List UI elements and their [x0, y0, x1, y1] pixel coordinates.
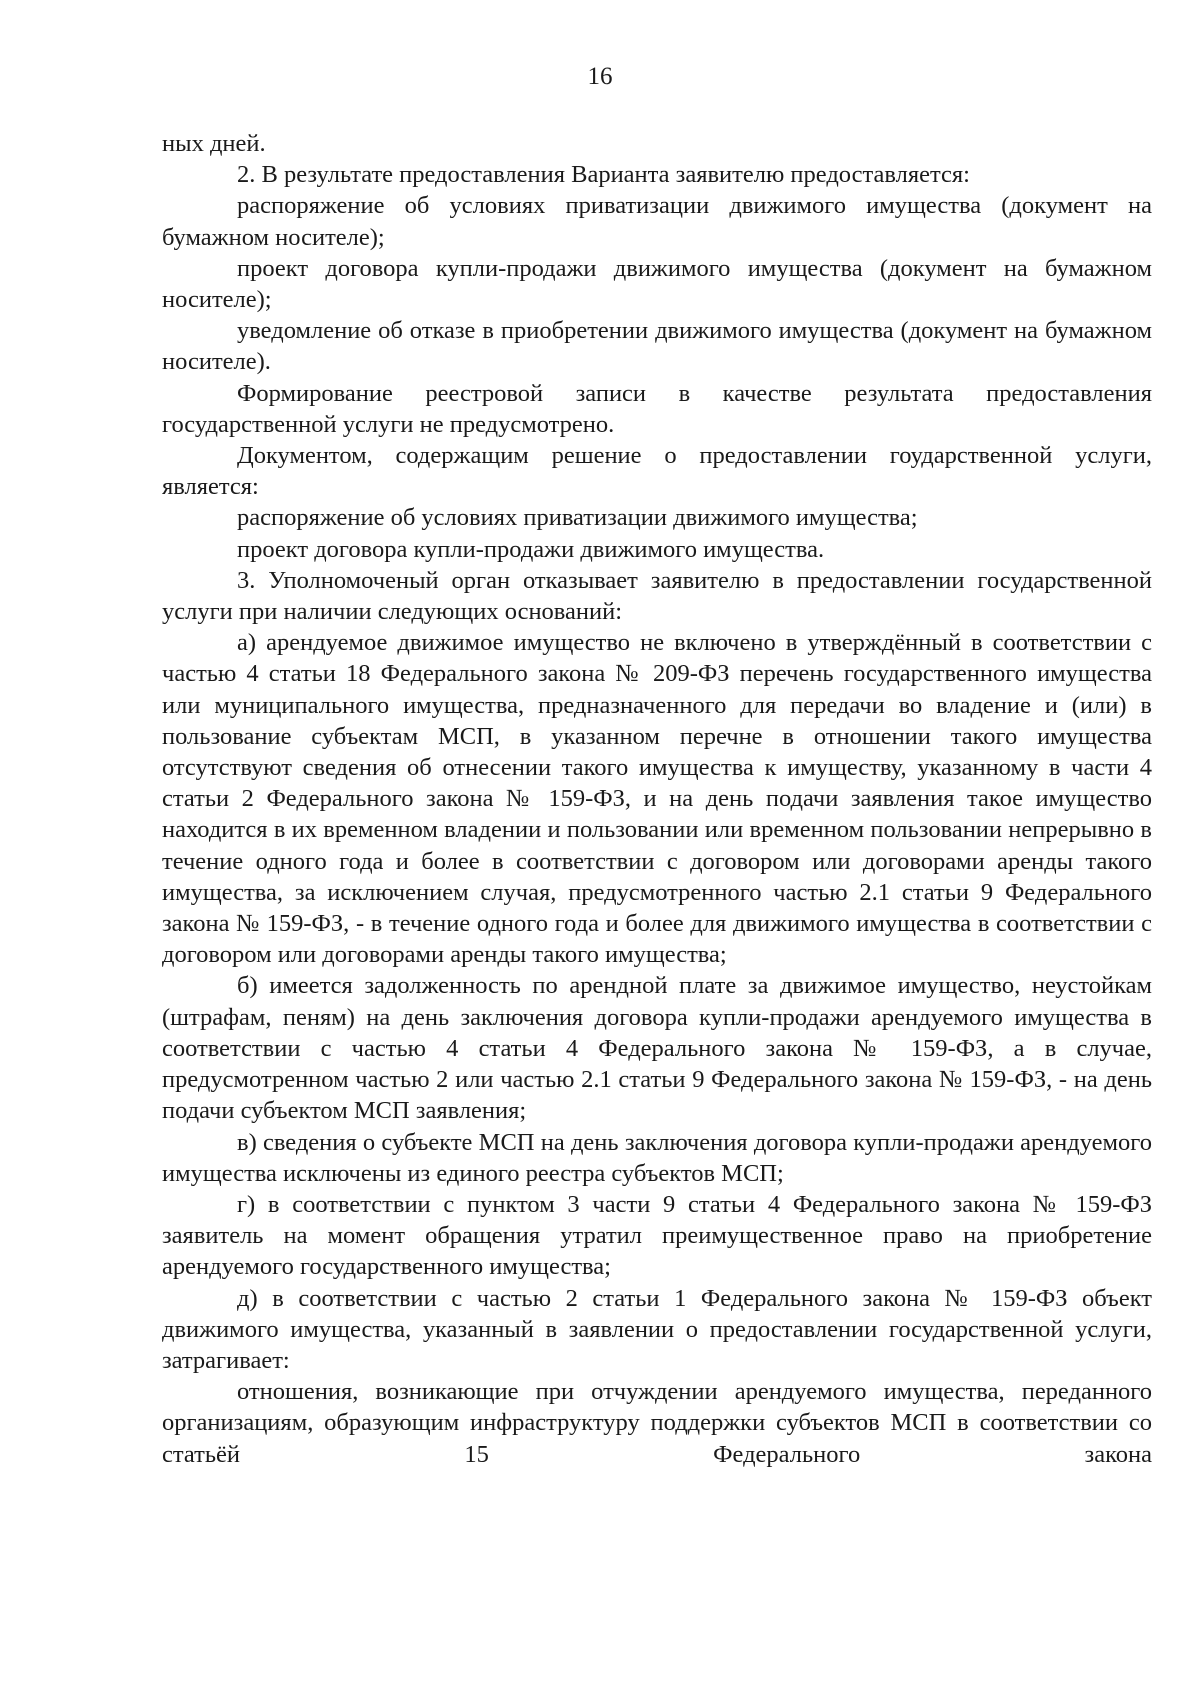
paragraph: 2. В результате предоставления Варианта заявителю предоставляется: [237, 161, 970, 189]
paragraph: ных дней. [162, 130, 266, 157]
page-number: 16 [587, 63, 613, 90]
paragraph: Документом, содержащим решение о предоставлении гоударственной услуги, является: [162, 442, 1152, 501]
paragraph: а) арендуемое движимое имущество не включено в утверждённый в соответствии с частью 4 статьи 18 Федерального закона № 209-ФЗ перечень государственного имущества или муниципального имущества, предназначенного для передачи во владение и (или) в пользование субъектам МСП, в указанном перечне в отношении такого имущества отсутствуют сведения об отнесении такого имущества к имуществу, указанному в части 4 статьи 2 Федерального закона № 159-ФЗ, и на день подачи заявления такое имущество находится в их временном владении и пользовании или временном пользовании непрерывно в течение одного года и более в соответствии с договором или договорами аренды такого имущества, за исключением случая, предусмотренного частью 2.1 статьи 9 Федерального закона № 159-ФЗ, - в течение одного года и более для движимого имущества в соответствии с договором или договорами аренды такого имущества; [162, 629, 1152, 969]
paragraph: отношения, возникающие при отчуждении арендуемого имущества, переданного организациям, образующим инфраструктуру поддержки субъектов МСП в соответствии со статьёй 15 Федерального закона [162, 1378, 1152, 1468]
paragraph: д) в соответствии с частью 2 статьи 1 Федерального закона № 159-ФЗ объект движимого имущества, указанный в заявлении о предоставлении государственной услуги, затрагивает: [162, 1284, 1152, 1374]
paragraph: проект договора купли-продажи движимого имущества. [237, 535, 825, 563]
paragraph: распоряжение об условиях приватизации движимого имущества (документ на бумажном носителе); [162, 192, 1152, 251]
paragraph: б) имеется задолженность по арендной плате за движимое имущество, неустойкам (штрафам, пеням) на день заключения договора купли-продажи арендуемого имущества в соответствии с частью 4 статьи 4 Федерального закона № 159-ФЗ, а в случае, предусмотренном частью 2 или частью 2.1 статьи 9 Федерального закона № 159-ФЗ, - на день подачи субъектом МСП заявления; [162, 972, 1152, 1125]
paragraph: 3. Уполномоченый орган отказывает заявителю в предоставлении государственной услуги при наличии следующих оснований: [162, 566, 1152, 626]
paragraph: проект договора купли-продажи движимого имущества (документ на бумажном носителе); [162, 254, 1152, 314]
paragraph: уведомление об отказе в приобретении движимого имущества (документ на бумажном носителе). [162, 317, 1152, 376]
paragraph: распоряжение об условиях приватизации движимого имущества; [237, 504, 918, 532]
document-body [162, 128, 1152, 1470]
paragraph: в) сведения о субъекте МСП на день заключения договора купли-продажи арендуемого имущества исключены из единого реестра субъектов МСП; [162, 1128, 1152, 1187]
paragraph: г) в соответствии с пунктом 3 части 9 статьи 4 Федерального закона № 159-ФЗ заявитель на момент обращения утратил преимущественное право на приобретение арендуемого государственного имущества; [162, 1190, 1152, 1281]
paragraph: Формирование реестровой записи в качестве результата предоставления государственной услуги не предусмотрено. [162, 379, 1152, 438]
